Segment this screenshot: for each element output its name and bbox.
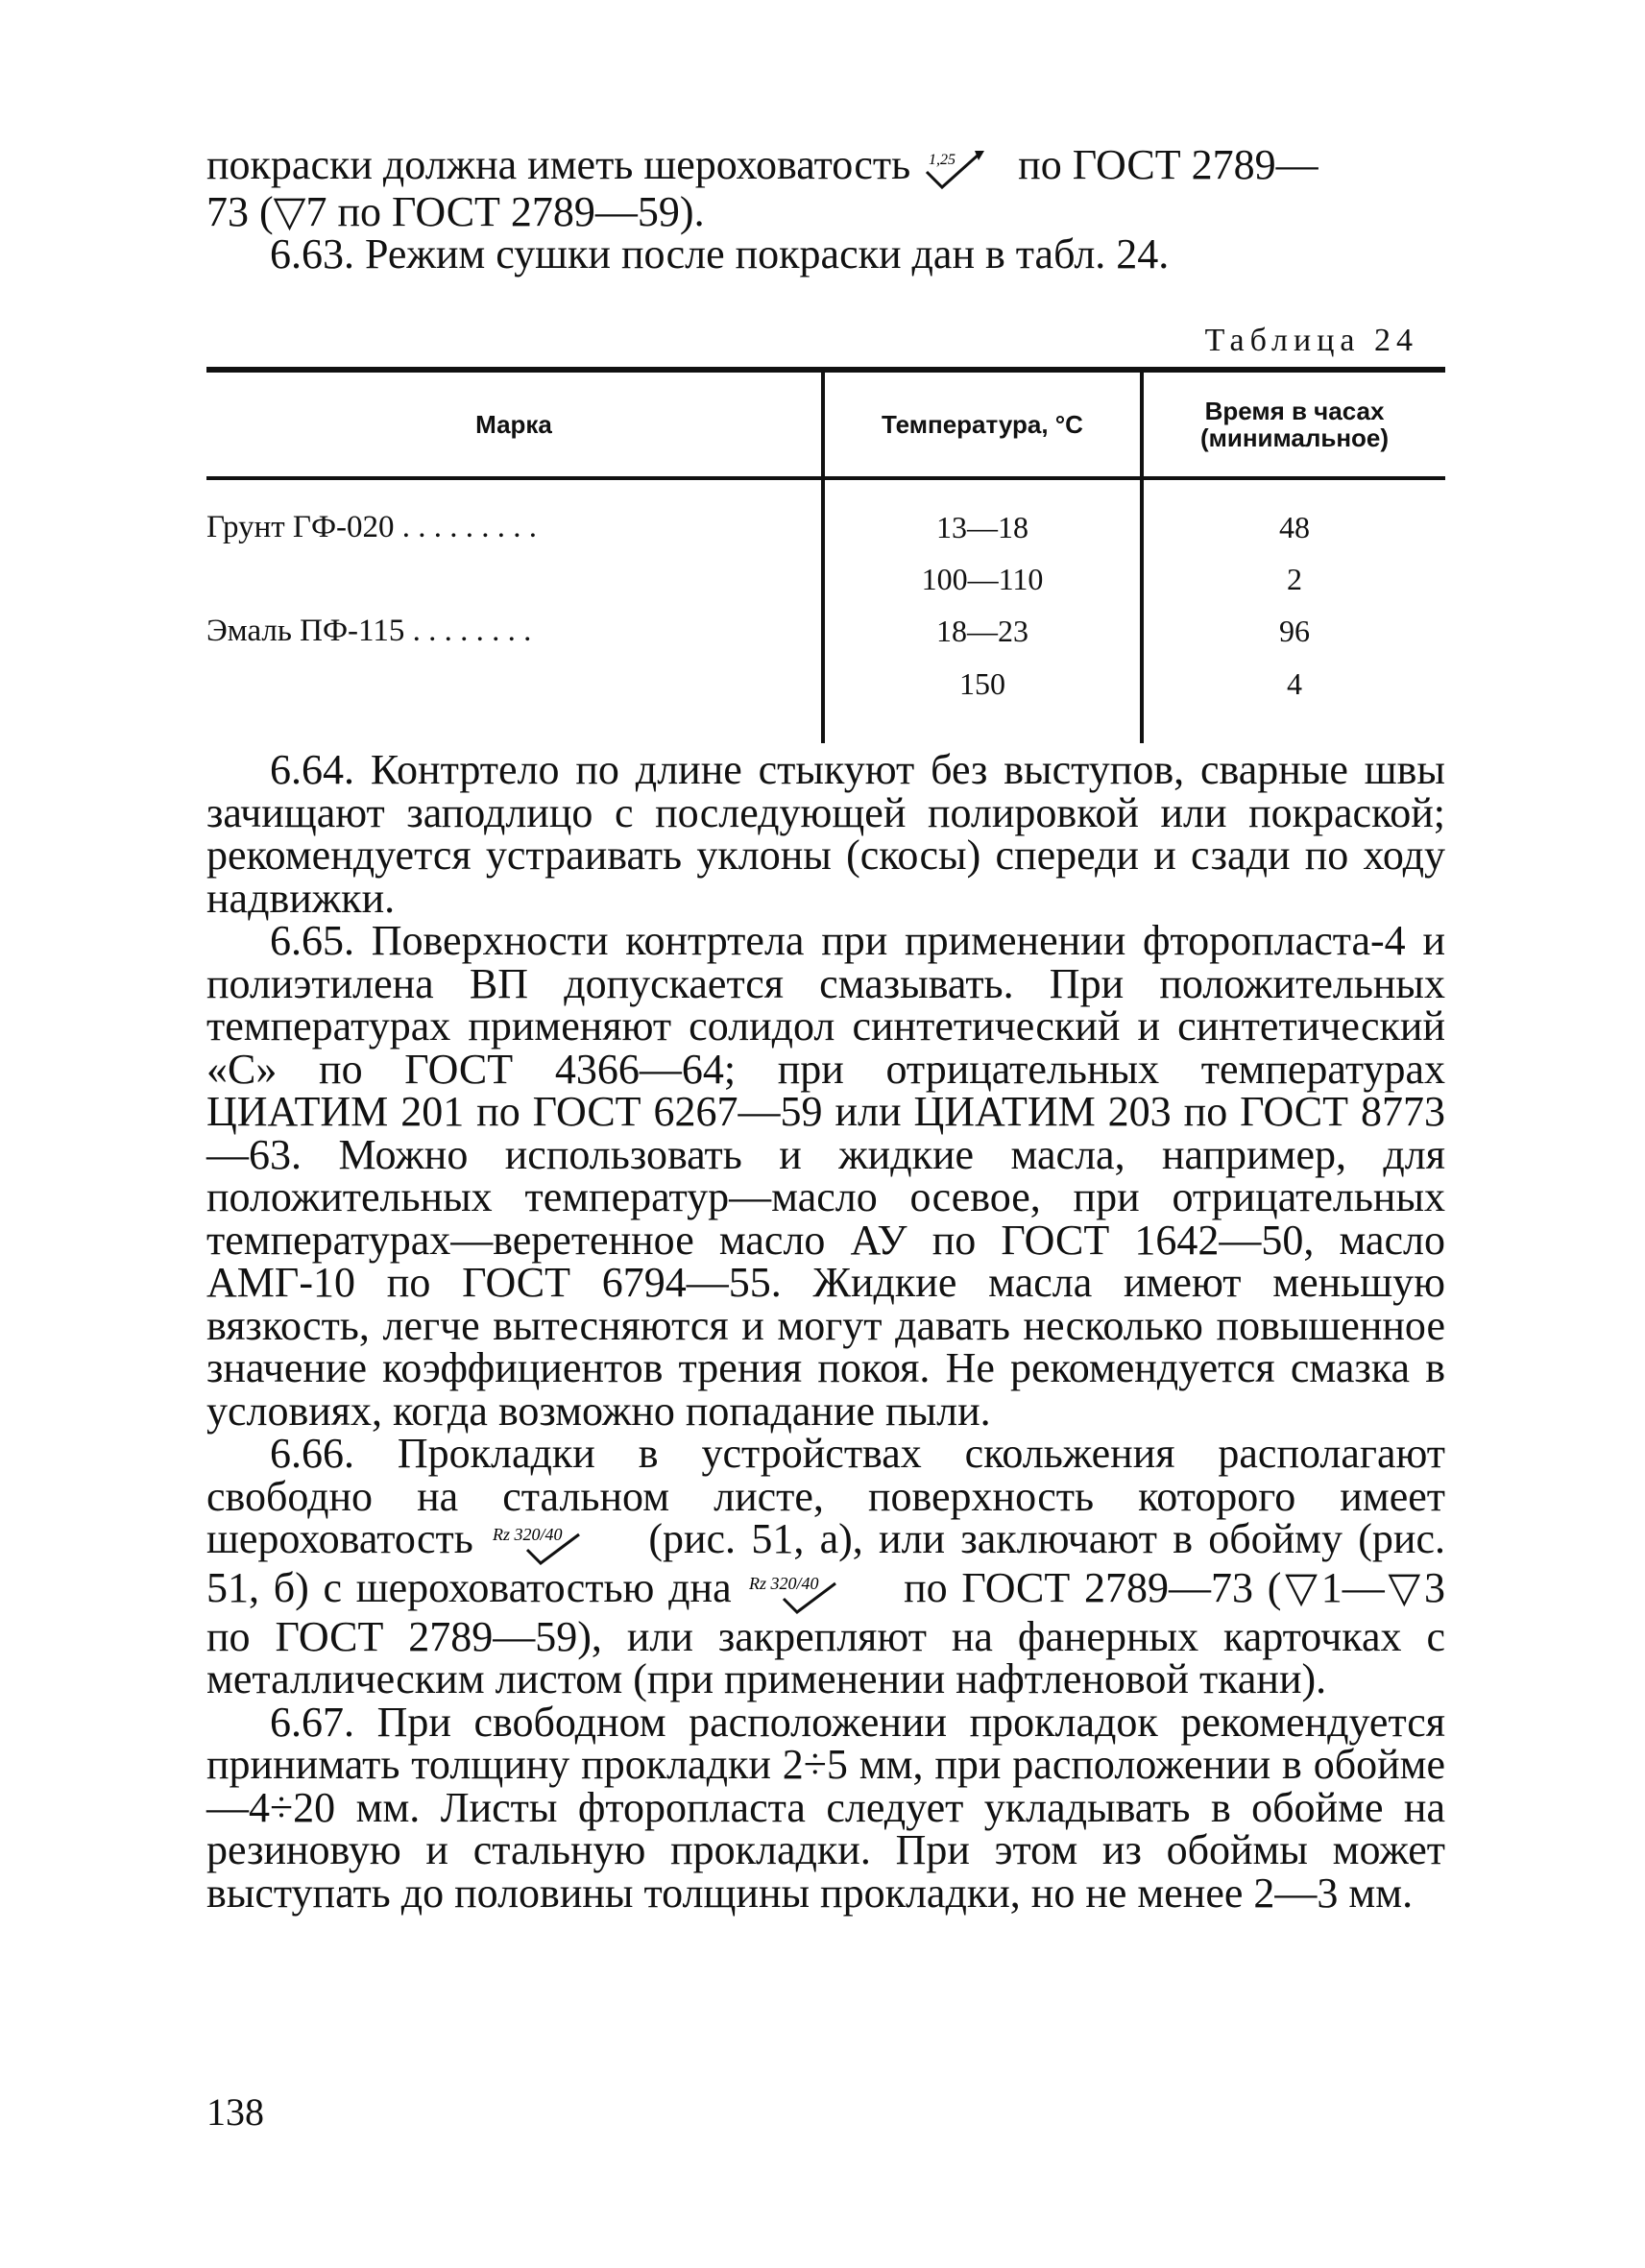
paragraph-6-67: 6.67. При свободном расположении прокладок рекомендуется принимать толщину прокладки 2÷5 мм, при расположении в обойме—4÷20 мм. Листы фторопласта следует укладывать в обойме на резиновую и стальную прокладки. При этом из обоймы может выступать до половины толщины прокладки, но не менее 2—3 мм. [206, 1698, 1445, 1917]
drying-table [206, 367, 1445, 743]
intro-text-a: покраски должна иметь шероховатость [206, 141, 911, 188]
roughness-rz-symbol [489, 1519, 633, 1567]
table-row: Эмаль ПФ-115 . . . . . . . . 18—23 96 [206, 605, 1445, 657]
paragraph-6-64: 6.64. Контртело по длине стыкуют без выступов, сварные швы зачищают заподлицо с последующей полировкой или покраской; рекомендуется устраивать уклоны (скосы) спереди и сзади по ходу надвижки. [206, 746, 1445, 922]
page-content [206, 141, 1445, 701]
table-row: Грунт ГФ-020 . . . . . . . . . 13—18 48 [206, 478, 1445, 553]
roughness-symbol [921, 147, 1007, 191]
roughness-rz-symbol [745, 1568, 889, 1616]
table-row: 150 4 [206, 657, 1445, 743]
svg-text:1,25: 1,25 [929, 151, 956, 168]
intro-line-1 [206, 141, 1445, 191]
table-row: 100—110 2 [206, 553, 1445, 605]
body-text [206, 746, 1446, 1917]
header-time: Время в часах (минимальное) [1142, 370, 1445, 478]
svg-text:Rz 320/40: Rz 320/40 [749, 1573, 819, 1593]
paragraph-6-65: 6.65. Поверхности контртела при применении фторопласта-4 и полиэтилена ВП допускается смазывать. При положительных температурах применяют солидол синтетический и синтетический «С» по ГОСТ 4366—64; при отрицательных температурах ЦИАТИМ 201 по ГОСТ 6267—59 или ЦИАТИМ 203 по ГОСТ 8773—63. Можно использовать и жидкие масла, например, для положительных температур—масло осевое, при отрицательных температурах—веретенное масло АУ по ГОСТ 1642—50, масло АМГ-10 по ГОСТ 6794—55. Жидкие масла имеют меньшую вязкость, легче вытесняются и могут давать несколько повышенное значение коэффициентов трения покоя. Не рекомендуется смазка в условиях, когда возможно попадание пыли. [206, 917, 1445, 1435]
intro-line-2: 73 (▽7 по ГОСТ 2789—59). [206, 187, 705, 235]
table-header-row [206, 370, 1445, 478]
header-temperature: Температура, °С [823, 370, 1142, 478]
header-marka: Марка [206, 370, 823, 478]
page-number: 138 [206, 2090, 264, 2134]
svg-text:Rz 320/40: Rz 320/40 [493, 1524, 563, 1544]
table-title: Таблица 24 [1204, 323, 1418, 358]
paragraph-6-63: 6.63. Режим сушки после покраски дан в табл. 24. [270, 230, 1170, 278]
intro-text-b: по ГОСТ 2789— [1018, 141, 1318, 188]
paragraph-6-66: 6.66. Прокладки в устройствах скольжения располагают свободно на стальном листе, поверхность которого имеет шероховатость Rz 320/40 (рис. 51, а), или заключают в обойму (рис. 51, б) с шероховатостью дна Rz 320/40 по ГОСТ 2789—73 (▽1—▽3 по ГОСТ 2789—59), или закрепляют на фанерных карточках с металлическим листом (при применении нафтленовой ткани). [206, 1430, 1446, 1703]
